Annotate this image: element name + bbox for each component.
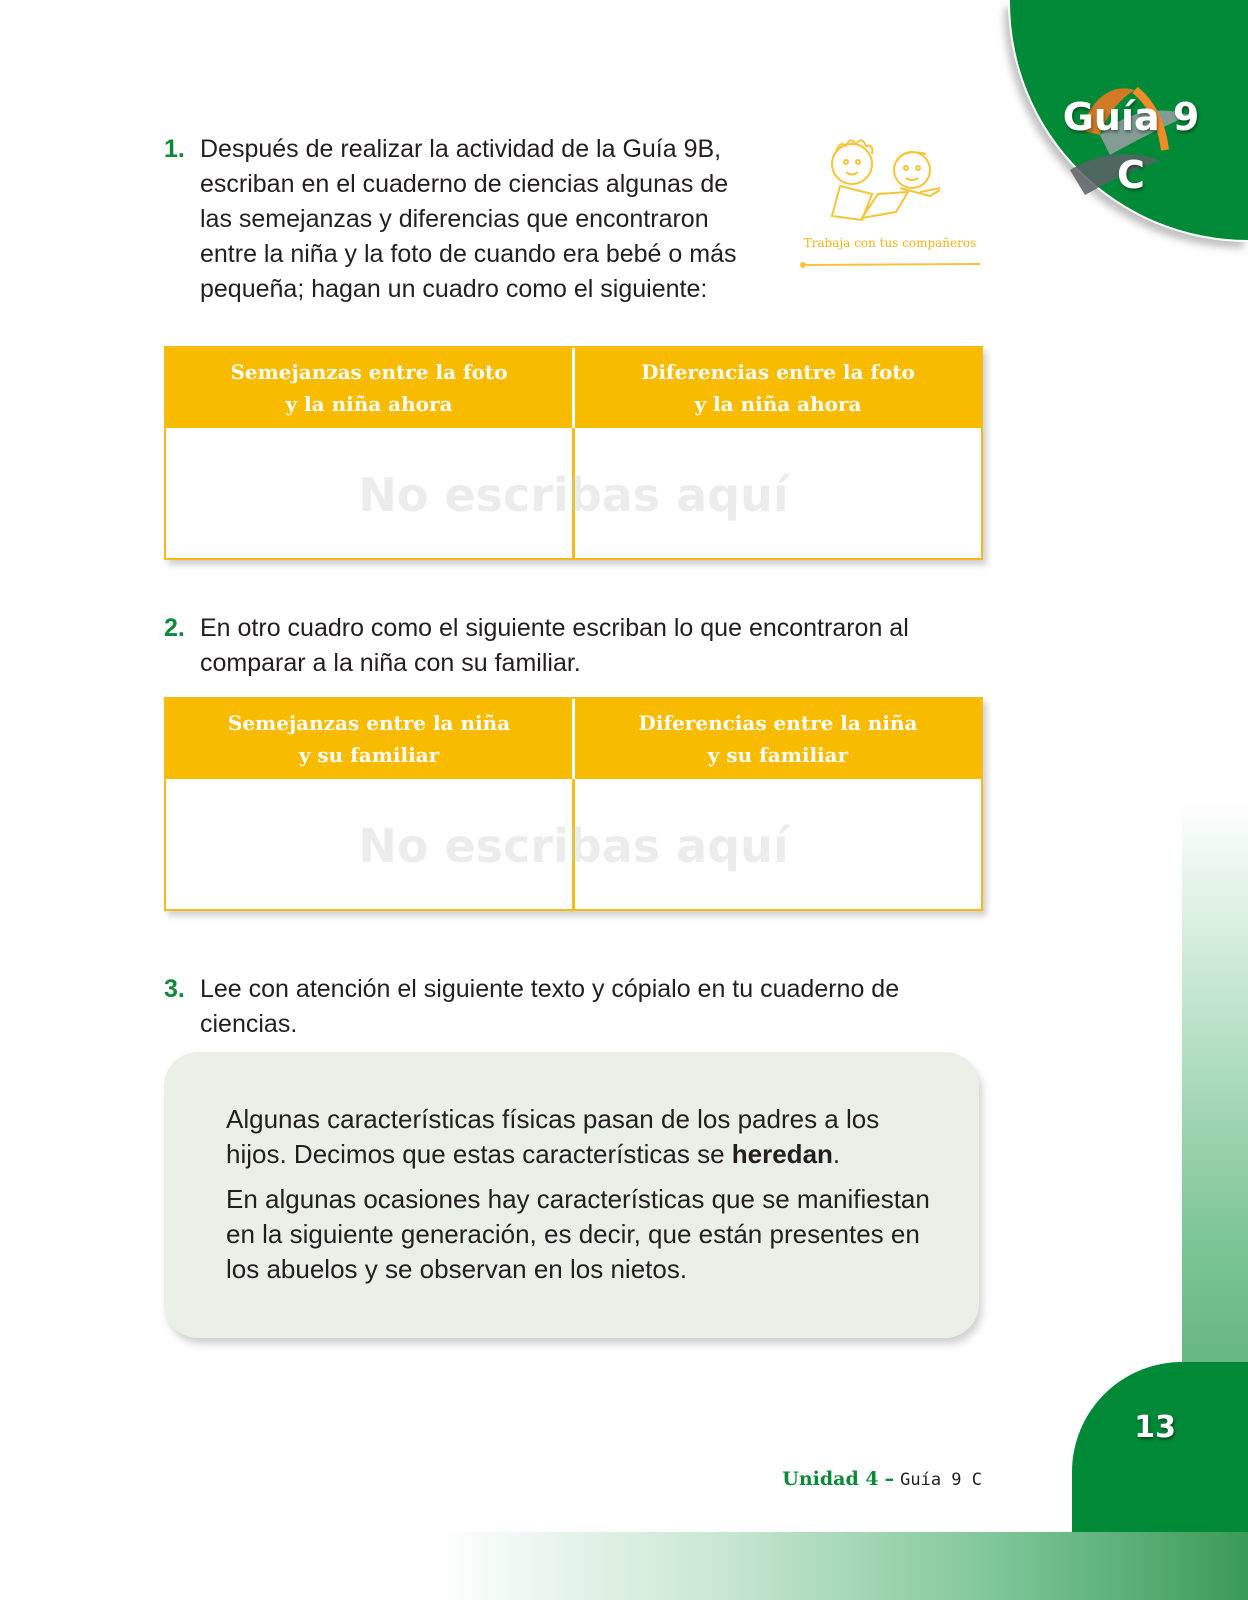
guide-corner-tab <box>1010 0 1248 240</box>
comparison-table-photo <box>164 346 983 560</box>
key-term: heredan <box>731 1139 833 1169</box>
info-text-end: . <box>832 1139 841 1169</box>
table-body <box>166 428 981 558</box>
question-1 <box>164 132 774 307</box>
question-2 <box>164 611 964 681</box>
children-reading-icon <box>800 132 980 232</box>
info-paragraph-2: En algunas ocasiones hay características que se manifiestan en la siguiente generación, es decir, que están presentes en los abuelos y se observan en los nietos. <box>226 1184 930 1284</box>
table-cell-differences <box>572 428 981 558</box>
comparison-table-family <box>164 697 983 911</box>
table-body <box>166 779 981 909</box>
table-cell-similarities <box>166 779 572 909</box>
question-text: Después de realizar la actividad de la Guía 9B, escriban en el cuaderno de ciencias algunas de las semejanzas y diferencias que encontraron entre la niña y la foto de cuando era bebé o más pequeña; hagan un cuadro como el siguiente: <box>200 135 737 303</box>
question-text: Lee con atención el siguiente texto y cópialo en tu cuaderno de ciencias. <box>200 975 900 1038</box>
partners-underline <box>800 262 980 268</box>
do-not-write-watermark: No escribas aquí <box>358 468 789 522</box>
question-3 <box>164 972 964 1042</box>
table-header-differences: Diferencias entre la niña y su familiar <box>572 699 981 779</box>
table-cell-similarities <box>166 428 572 558</box>
info-text: Algunas características físicas pasan de los padres a los hijos. Decimos que estas características se <box>226 1104 880 1169</box>
do-not-write-watermark: No escribas aquí <box>358 819 789 873</box>
bottom-gradient-band <box>440 1532 1248 1600</box>
table-header <box>166 348 981 428</box>
question-number: 3. <box>164 975 185 1003</box>
partners-label: Trabaja con tus compañeros <box>803 236 977 250</box>
info-paragraph-1 <box>226 1102 946 1172</box>
heredity-info-box <box>164 1052 979 1338</box>
unit-label: Unidad 4 <box>782 1468 879 1490</box>
footer-separator: – <box>884 1468 895 1490</box>
page-footer <box>782 1468 982 1490</box>
question-number: 2. <box>164 614 185 642</box>
table-header-similarities: Semejanzas entre la foto y la niña ahora <box>230 360 508 416</box>
work-with-partners-badge <box>800 132 980 272</box>
page-number-tab <box>1072 1362 1248 1532</box>
guide-label: Guía 9 C <box>1062 95 1200 197</box>
table-header <box>166 699 981 779</box>
table-header-differences: Diferencias entre la foto y la niña ahora <box>572 348 981 428</box>
question-text: En otro cuadro como el siguiente escriban lo que encontraron al comparar a la niña con su familiar. <box>200 614 909 677</box>
guide-reference: Guía 9 C <box>900 1470 982 1490</box>
question-number: 1. <box>164 135 185 163</box>
table-header-similarities: Semejanzas entre la niña y su familiar <box>227 711 511 767</box>
page-number: 13 <box>1134 1410 1176 1445</box>
table-cell-differences <box>572 779 981 909</box>
